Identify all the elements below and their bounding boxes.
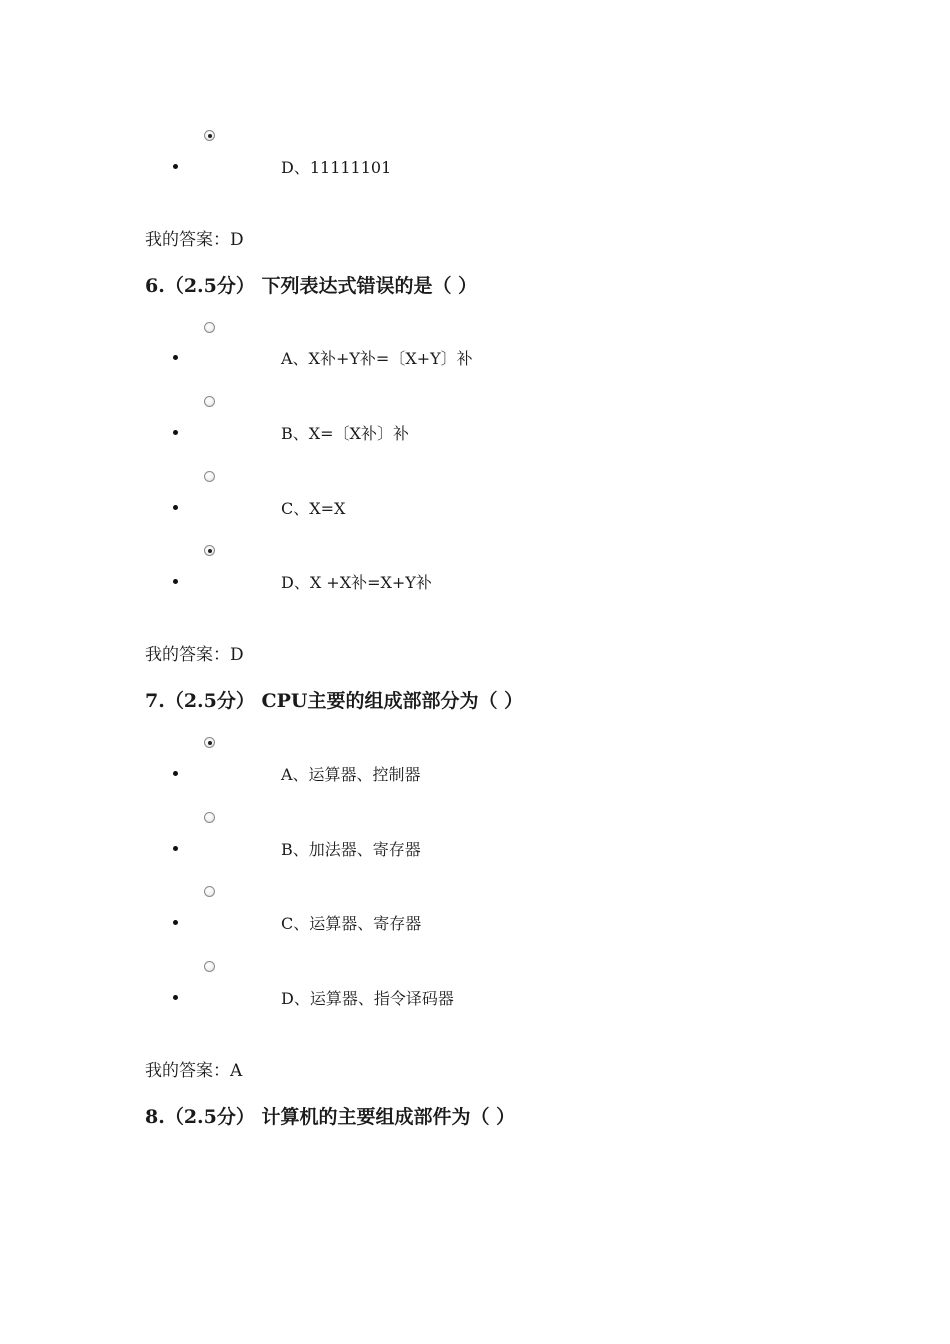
radio-q6-a[interactable] (204, 322, 215, 333)
radio-q6-d[interactable] (204, 545, 215, 556)
bullet (173, 355, 178, 360)
option-q7-b: B、加法器、寄存器 (281, 840, 421, 859)
option-q7-c: C、运算器、寄存器 (281, 914, 422, 933)
option-q7-a: A、运算器、控制器 (281, 765, 421, 784)
bullet (173, 430, 178, 435)
radio-q7-b[interactable] (204, 812, 215, 823)
radio-q5-d[interactable] (204, 130, 215, 141)
bullet (173, 771, 178, 776)
radio-q7-c[interactable] (204, 886, 215, 897)
option-q6-b: B、X=〔X补〕补 (281, 424, 409, 443)
bullet (173, 846, 178, 851)
option-q7-d: D、运算器、指令译码器 (281, 989, 454, 1008)
my-answer-q5: 我的答案：D (145, 230, 244, 250)
radio-q6-b[interactable] (204, 396, 215, 407)
bullet (173, 920, 178, 925)
bullet (173, 995, 178, 1000)
bullet (173, 505, 178, 510)
my-answer-q6: 我的答案：D (145, 645, 244, 665)
radio-q7-d[interactable] (204, 961, 215, 972)
radio-q7-a[interactable] (204, 737, 215, 748)
radio-q6-c[interactable] (204, 471, 215, 482)
question-title-7: 7.（2.5分） CPU主要的组成部部分为（ ） (145, 690, 524, 712)
option-q6-a: A、X补+Y补=〔X+Y〕补 (281, 349, 473, 368)
option-q6-c: C、X=X (281, 499, 346, 518)
bullet (173, 579, 178, 584)
bullet (173, 164, 178, 169)
option-q6-d: D、X +X补=X+Y补 (281, 573, 432, 592)
option-q5-d: D、11111101 (281, 158, 392, 177)
question-title-8: 8.（2.5分） 计算机的主要组成部件为（ ） (145, 1106, 516, 1128)
my-answer-q7: 我的答案：A (145, 1061, 243, 1081)
question-title-6: 6.（2.5分） 下列表达式错误的是（ ） (145, 275, 478, 297)
